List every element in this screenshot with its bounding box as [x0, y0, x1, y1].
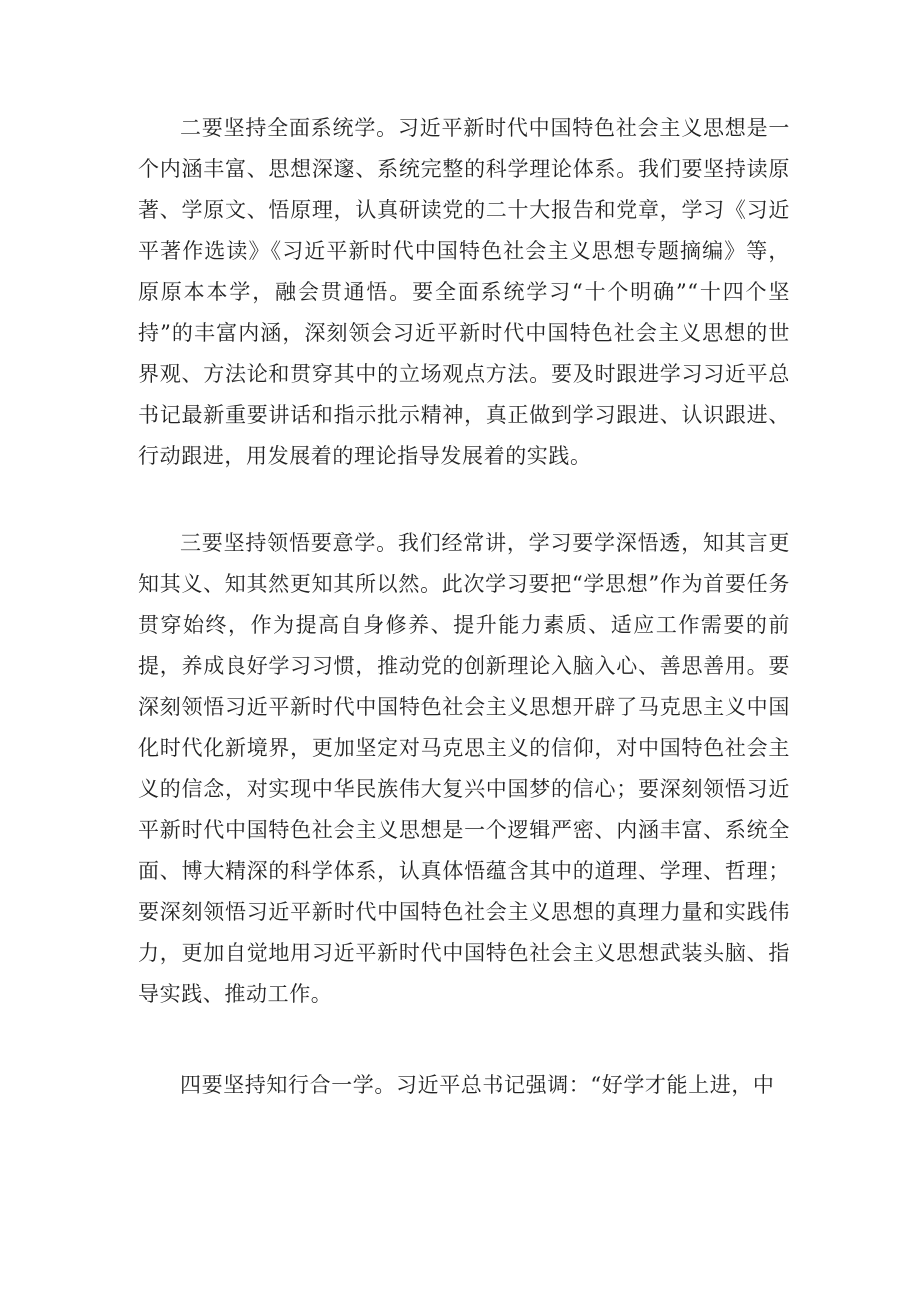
- document-body: [138, 108, 790, 1106]
- paragraph-study-unity-of-knowledge-action: 四要坚持知行合一学。习近平总书记强调：“好学才能上进，中: [180, 1073, 775, 1097]
- paragraph-study-comprehend-essence: 三要坚持领悟要意学。我们经常讲，学习要学深悟透，知其言更知其义、知其然更知其所以然。此次学习要把“学思想”作为首要任务贯穿始终，作为提高自身修养、提升能力素质、适应工作需要的前提，养成良好学习习惯，推动党的创新理论入脑入心、善思善用。要深刻领悟习近平新时代中国特色社会主义思想开辟了马克思主义中国化时代化新境界，更加坚定对马克思主义的信仰，对中国特色社会主义的信念，对实现中华民族伟大复兴中国梦的信心；要深刻领悟习近平新时代中国特色社会主义思想是一个逻辑严密、内涵丰富、系统全面、博大精深的科学体系，认真体悟蕴含其中的道理、学理、哲理；要深刻领悟习近平新时代中国特色社会主义思想的真理力量和实践伟力，更加自觉地用习近平新时代中国特色社会主义思想武装头脑、指导实践、推动工作。: [138, 531, 790, 1006]
- paragraph-study-comprehensively: 二要坚持全面系统学。习近平新时代中国特色社会主义思想是一个内涵丰富、思想深邃、系统完整的科学理论体系。我们要坚持读原著、学原文、悟原理，认真研读党的二十大报告和党章，学习《习近平著作选读》《习近平新时代中国特色社会主义思想专题摘编》等，原原本本学，融会贯通悟。要全面系统学习“十个明确”“十四个坚持”的丰富内涵，深刻领会习近平新时代中国特色社会主义思想的世界观、方法论和贯穿其中的立场观点方法。要及时跟进学习习近平总书记最新重要讲话和指示批示精神，真正做到学习跟进、认识跟进、行动跟进，用发展着的理论指导发展着的实践。: [138, 116, 790, 468]
